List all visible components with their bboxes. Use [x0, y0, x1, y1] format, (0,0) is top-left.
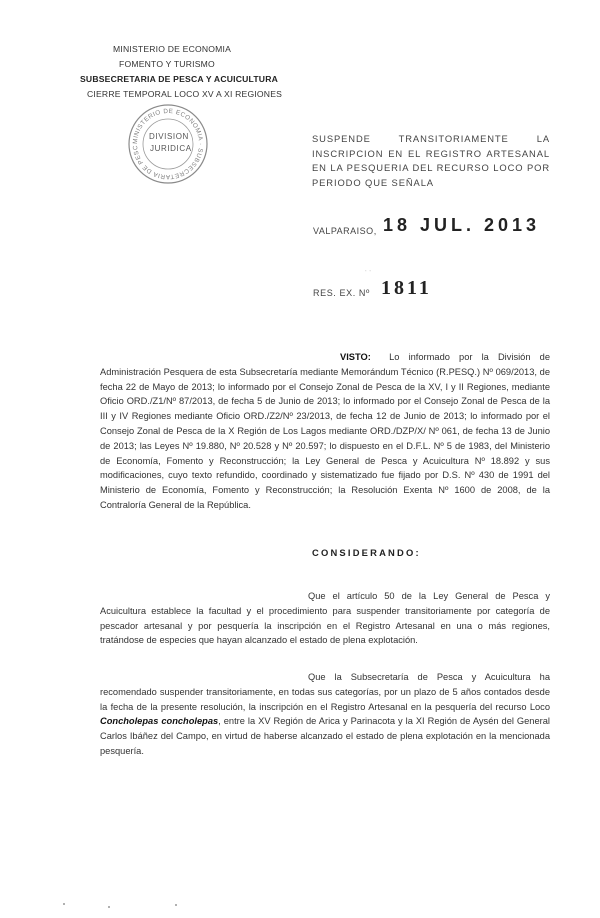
scan-speck	[63, 903, 65, 905]
place-label: VALPARAISO,	[313, 226, 377, 236]
svg-text:MINISTERIO DE ECONOMIA · SUBSE	[127, 103, 204, 180]
visto-paragraph	[100, 350, 550, 513]
resolution-date: 18 JUL. 2013	[383, 215, 541, 235]
visto-label: VISTO:	[340, 352, 371, 362]
considerando-paragraph-2	[100, 670, 550, 759]
considerando-paragraph-1: Que el artículo 50 de la Ley General de Pesca y Acuicultura establece la facultad y el procedimiento para suspender transitoriamente por categoría de pescador artesanal y por pesquería la inscripción en el Registro Artesanal en una o más regiones, tratándose de especies que hayan alcanzado el estado de plena explotación.	[100, 591, 550, 646]
species-name: Concholepas concholepas	[100, 716, 219, 727]
considerando-heading: CONSIDERANDO:	[312, 547, 421, 558]
p2-text-before: Que la Subsecretaría de Pesca y Acuicultura ha recomendado suspender transitoriamente, en todas sus categorías, por un plazo de 5 años contados desde la fecha de la presente resolución, la inscripción en el Registro Artesanal en la pesquería del recurso Loco	[100, 672, 550, 712]
p2-text-after: , entre la XV Región de Arica y Parinacota y la XI Región de Aysén del General Carlos Ibáñez del Campo, en virtud de haberse alcanzado el estado de plena explotación en la mencionada pesquería.	[100, 716, 550, 756]
stamp-label-juridica: JURIDICA	[150, 144, 192, 153]
margin-mark: ˙ ˙	[365, 271, 372, 278]
header-ministry: MINISTERIO DE ECONOMIA	[113, 44, 232, 54]
header-file-ref: CIERRE TEMPORAL LOCO XV A XI REGIONES	[87, 89, 283, 99]
header-subsecretaria: SUBSECRETARIA DE PESCA Y ACUICULTURA	[80, 74, 279, 84]
scan-speck	[175, 904, 177, 906]
visto-text: Lo informado por la División de Administración Pesquera de esta Subsecretaría mediante Memorándum Técnico (R.PESQ.) Nº 069/2013, de fecha 22 de Mayo de 2013; lo informado por el Consejo Zonal de Pesca de la XV, I y II Regiones, mediante Oficio ORD./Z1/Nº 87/2013, de fecha 5 de Junio de 2013; lo informado por el Consejo Zonal de Pesca de la III y IV Regiones mediante Oficio ORD./Z2/Nº 23/2013, de fecha 12 de Junio de 2013; lo informado por el Consejo Zonal de Pesca de la X Región de Los Lagos mediante ORD./DZP/X/ Nº 061, de fecha 13 de Junio de 2013; las Leyes Nº 19.880, Nº 20.528 y Nº 20.597; lo dispuesto en el D.F.L. Nº 5 de 1983, del Ministerio de Economía, Fomento y Reconstrucción; la Ley General de Pesca y Acuicultura Nº 18.892 y sus modificaciones, cuyo texto refundido, coordinado y sistematizado fue fijado por D.S. Nº 430 de 1991 del Ministerio de Economía, Fomento y Reconstrucción; la Resolución Exenta Nº 1600 de 2008, de la Contraloría General de la República.	[100, 352, 550, 510]
scan-speck	[108, 906, 110, 908]
resolution-subject: SUSPENDE TRANSITORIAMENTE LA INSCRIPCION EN EL REGISTRO ARTESANAL EN LA PESQUERIA DEL RECURSO LOCO POR PERIODO QUE SEÑALA	[312, 133, 550, 188]
juridica-stamp	[127, 103, 209, 185]
resolution-number: 1811	[381, 277, 432, 299]
stamp-ring-text: MINISTERIO DE ECONOMIA · SUBSECRETARIA DE PESC	[131, 107, 205, 181]
stamp-label-division: DIVISION	[149, 132, 189, 141]
resolution-label: RES. EX. Nº	[313, 288, 370, 298]
header-ministry-sub: FOMENTO Y TURISMO	[119, 59, 215, 69]
